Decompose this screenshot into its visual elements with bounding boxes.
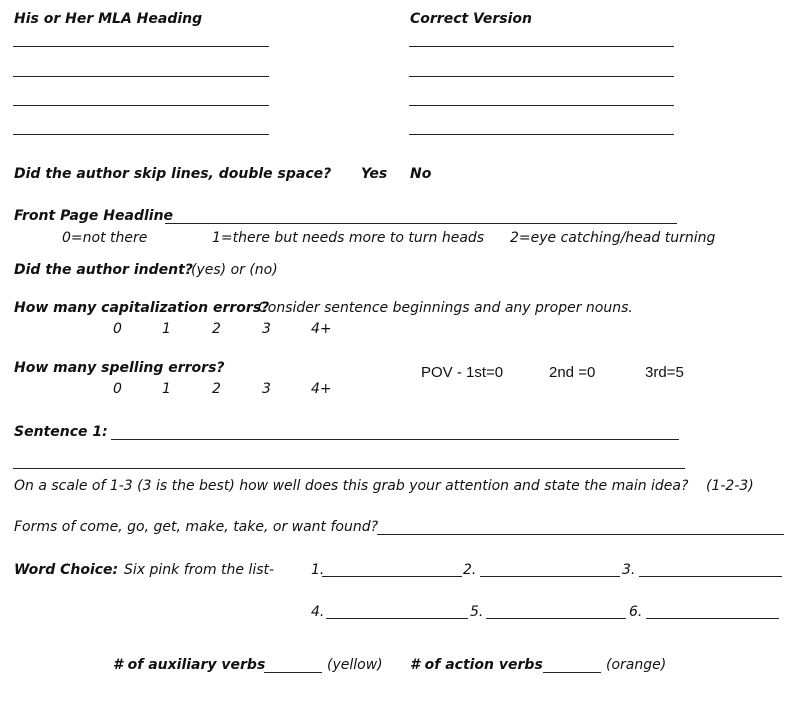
- spelling-score-2[interactable]: 2: [212, 381, 221, 397]
- sentence1-question: On a scale of 1-3 (3 is the best) how well does this grab your attention and state the main idea?: [14, 478, 689, 494]
- correct-version-title: Correct Version: [410, 11, 532, 27]
- word-choice-item-2: 2.: [463, 562, 477, 578]
- word-choice-line-1[interactable]: [322, 576, 462, 577]
- word-choice-line-6[interactable]: [646, 618, 779, 619]
- mla-heading-title: His or Her MLA Heading: [14, 11, 203, 27]
- mla-line-2[interactable]: [13, 76, 269, 77]
- pov-first: POV - 1st=0: [421, 364, 504, 381]
- double-space-question: Did the author skip lines, double space?: [14, 166, 332, 182]
- auxiliary-verbs-line[interactable]: [264, 672, 322, 673]
- capitalization-score-4plus[interactable]: 4+: [311, 321, 332, 337]
- indent-options: (yes) or (no): [191, 262, 278, 278]
- action-verbs-line[interactable]: [543, 672, 601, 673]
- word-choice-item-3: 3.: [622, 562, 636, 578]
- correct-line-3[interactable]: [409, 105, 674, 106]
- indent-question: Did the author indent?: [14, 262, 193, 278]
- headline-option-0: 0=not there: [62, 230, 148, 246]
- headline-line[interactable]: [165, 223, 677, 224]
- headline-label: Front Page Headline: [14, 208, 174, 224]
- sentence1-line-2[interactable]: [13, 468, 685, 469]
- word-choice-label: Word Choice:: [14, 562, 119, 578]
- headline-option-1: 1=there but needs more to turn heads: [212, 230, 485, 246]
- correct-line-1[interactable]: [409, 46, 674, 47]
- word-choice-item-5: 5.: [470, 604, 484, 620]
- word-choice-item-4: 4.: [311, 604, 325, 620]
- spelling-score-4plus[interactable]: 4+: [311, 381, 332, 397]
- word-choice-line-2[interactable]: [480, 576, 620, 577]
- capitalization-score-2[interactable]: 2: [212, 321, 221, 337]
- spelling-score-0[interactable]: 0: [113, 381, 122, 397]
- word-choice-line-4[interactable]: [326, 618, 468, 619]
- auxiliary-verbs-label: # of auxiliary verbs: [113, 657, 266, 673]
- headline-option-2: 2=eye catching/head turning: [510, 230, 716, 246]
- forms-line[interactable]: [377, 534, 784, 535]
- sentence1-scale[interactable]: (1-2-3): [706, 478, 754, 494]
- pov-third: 3rd=5: [645, 364, 684, 381]
- mla-line-1[interactable]: [13, 46, 269, 47]
- mla-line-4[interactable]: [13, 134, 269, 135]
- word-choice-line-5[interactable]: [486, 618, 626, 619]
- word-choice-line-3[interactable]: [639, 576, 782, 577]
- capitalization-score-1[interactable]: 1: [162, 321, 171, 337]
- sentence1-line-1[interactable]: [111, 439, 679, 440]
- auxiliary-verbs-color: (yellow): [327, 657, 383, 673]
- correct-line-4[interactable]: [409, 134, 674, 135]
- capitalization-score-3[interactable]: 3: [262, 321, 271, 337]
- word-choice-item-6: 6.: [629, 604, 643, 620]
- spelling-score-1[interactable]: 1: [162, 381, 171, 397]
- action-verbs-color: (orange): [606, 657, 667, 673]
- spelling-question: How many spelling errors?: [14, 360, 225, 376]
- pov-second: 2nd =0: [549, 364, 596, 381]
- word-choice-item-1: 1.: [311, 562, 325, 578]
- double-space-no[interactable]: No: [410, 166, 432, 182]
- correct-line-2[interactable]: [409, 76, 674, 77]
- mla-line-3[interactable]: [13, 105, 269, 106]
- capitalization-score-0[interactable]: 0: [113, 321, 122, 337]
- word-choice-note: Six pink from the list-: [124, 562, 275, 578]
- capitalization-note: Consider sentence beginnings and any proper nouns.: [258, 300, 633, 316]
- spelling-score-3[interactable]: 3: [262, 381, 271, 397]
- forms-question: Forms of come, go, get, make, take, or want found?: [14, 519, 379, 535]
- action-verbs-label: # of action verbs: [410, 657, 543, 673]
- double-space-yes[interactable]: Yes: [361, 166, 388, 182]
- sentence1-label: Sentence 1:: [14, 424, 108, 440]
- capitalization-question: How many capitalization errors?: [14, 300, 270, 316]
